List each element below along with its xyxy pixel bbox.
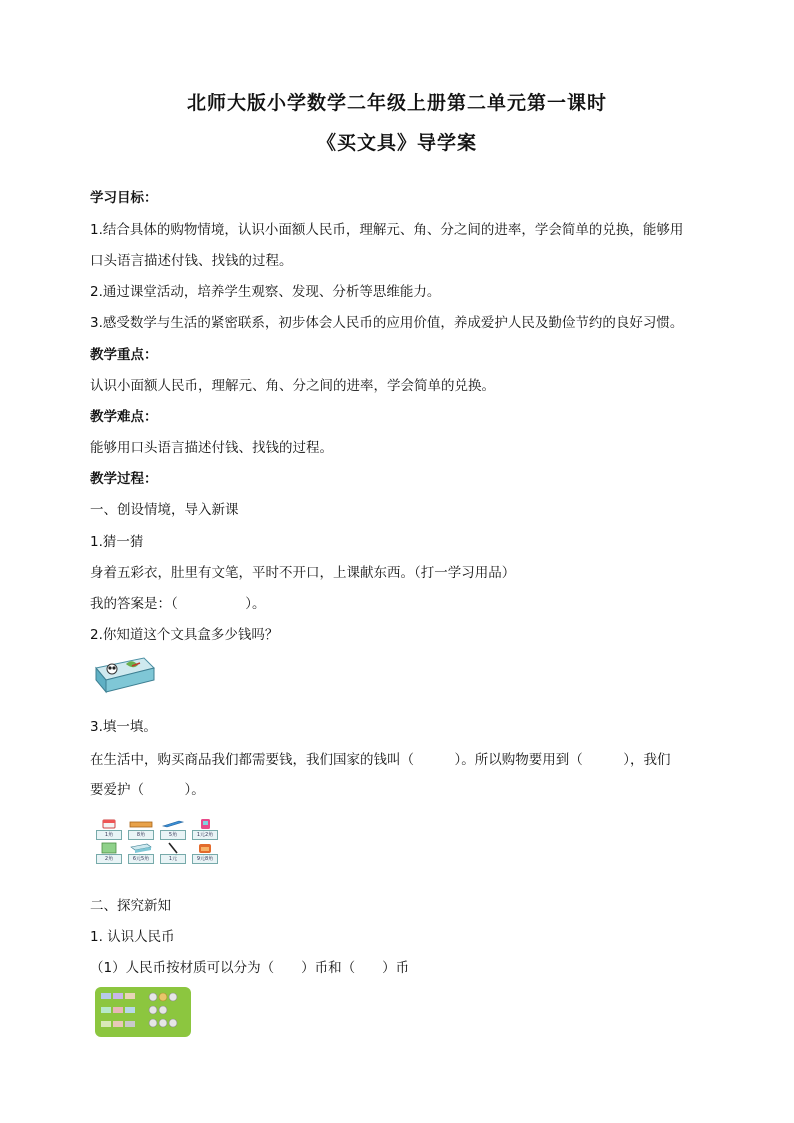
sharpener-item (191, 818, 219, 840)
goal-1-line-2: 口头语言描述付钱、找钱的过程。 (90, 253, 293, 269)
eraser-item (95, 818, 123, 840)
section-2-q1-sub1: （1）人民币按材质可以分为（ ）币和（ ）币 (90, 960, 410, 976)
goal-1-line-1: 1.结合具体的购物情境，认识小面额人民币，理解元、角、分之间的进率，学会简单的兑换，能够用 (90, 222, 684, 238)
difficulty-heading: 教学难点： (90, 409, 158, 425)
key-point-heading: 教学重点： (90, 347, 158, 363)
question-3-title: 3.填一填。 (90, 719, 157, 735)
goal-2: 2.通过课堂活动，培养学生观察、发现、分析等思维能力。 (90, 284, 441, 300)
question-1-riddle: 身着五彩衣，肚里有文笔，平时不开口，上课献东西。（打一学习用品） (90, 565, 516, 581)
price-tag: 5角 (160, 830, 186, 840)
difficulty-text: 能够用口头语言描述付钱、找钱的过程。 (90, 440, 333, 456)
section-2-q1-title: 1. 认识人民币 (90, 929, 175, 945)
goal-3: 3.感受数学与生活的紧密联系，初步体会人民币的应用价值，养成爱护人民及勤俭节约的良好习惯。 (90, 315, 684, 331)
price-tag: 1元2角 (192, 830, 218, 840)
question-3-line-2: 要爱护（ ）。 (90, 782, 205, 798)
question-1-title: 1.猜一猜 (90, 534, 144, 550)
pen-item (159, 842, 187, 864)
pencil-item (159, 818, 187, 840)
pencil-box-item (127, 842, 155, 864)
price-tag: 2角 (96, 854, 122, 864)
ruler-item (127, 818, 155, 840)
page-subtitle: 《买文具》导学案 (316, 132, 477, 154)
question-3-line-1: 在生活中，购买商品我们都需要钱，我们国家的钱叫（ ）。所以购物要用到（ ），我们 (90, 752, 671, 768)
schoolbag-item (191, 842, 219, 864)
stationery-price-grid (95, 818, 219, 864)
price-tag: 1元 (160, 854, 186, 864)
question-2: 2.你知道这个文具盒多少钱吗？ (90, 627, 279, 643)
key-point-text: 认识小面额人民币，理解元、角、分之间的进率，学会简单的兑换。 (90, 378, 495, 394)
notebook-item (95, 842, 123, 864)
goals-heading: 学习目标： (90, 190, 158, 206)
price-tag: 6元5角 (128, 854, 154, 864)
process-heading: 教学过程： (90, 471, 158, 487)
section-1-title: 一、创设情境，导入新课 (90, 502, 239, 518)
pencil-case-image (92, 654, 156, 696)
price-tag: 1角 (96, 830, 122, 840)
rmb-notes-coins-image (95, 987, 191, 1037)
page-title: 北师大版小学数学二年级上册第二单元第一课时 (186, 92, 607, 114)
price-tag: 8角 (128, 830, 154, 840)
question-1-answer: 我的答案是：（ ）。 (90, 596, 266, 612)
price-tag: 9元8角 (192, 854, 218, 864)
section-2-title: 二、探究新知 (90, 898, 171, 914)
